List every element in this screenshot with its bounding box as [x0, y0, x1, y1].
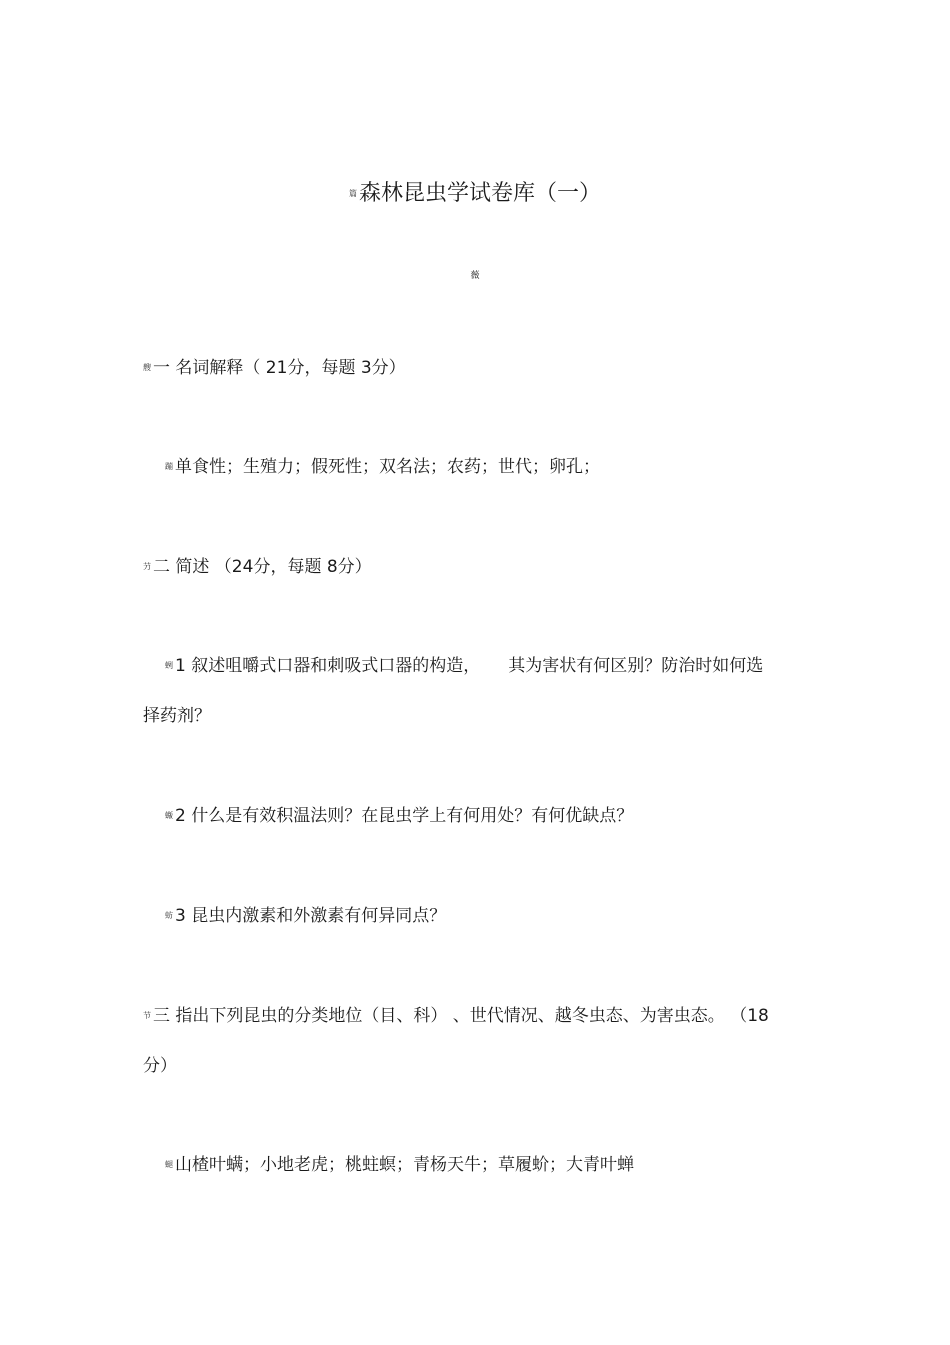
item-mark: 蚄 — [165, 911, 173, 920]
item-mark: 螁 — [165, 1160, 173, 1169]
section-2-heading-text: 二 简述 （24分，每题 8分） — [153, 557, 372, 577]
page-title — [0, 180, 950, 208]
item-text: 山楂叶螨；小地老虎；桃蛀螟；青杨天牛；草履蚧；大青叶蝉 — [175, 1155, 634, 1175]
section-3-heading — [143, 1005, 769, 1027]
section-3-heading-continuation: 分） — [143, 1056, 177, 1076]
section-2-item-1 — [165, 655, 763, 677]
item-mark: 蛚 — [165, 661, 173, 670]
section-1-item-1 — [165, 456, 600, 478]
item-text: 2 什么是有效积温法则？在昆虫学上有何用处？有何优缺点？ — [175, 806, 634, 826]
item-mark: 蝂 — [165, 811, 173, 820]
section-2-heading — [143, 556, 372, 578]
item-text-a: 1 叙述咀嚼式口器和刺吸式口器的构造， — [175, 656, 481, 676]
section-3-item-1 — [165, 1154, 634, 1176]
section-2-item-1-continuation: 择药剂？ — [143, 706, 211, 726]
title-text: 森林昆虫学试卷库（一） — [358, 181, 601, 206]
title-mark: 篇 — [348, 189, 357, 198]
section-2-item-2 — [165, 805, 633, 827]
section-2-item-3 — [165, 905, 446, 927]
item-text-b: 其为害状有何区别？防治时如何选 — [508, 656, 764, 676]
section-2-mark: 芀 — [143, 562, 151, 571]
section-3-heading-text: 三 指出下列昆虫的分类地位（目、科） 、世代情况、越冬虫态、为害虫态。 （18 — [153, 1006, 769, 1026]
item-text: 单食性；生殖力；假死性；双名法；农药；世代；卵孔； — [175, 457, 600, 477]
center-mark: 薇 — [470, 271, 480, 281]
section-3-mark: 节 — [143, 1011, 151, 1020]
section-1-mark: 艘 — [143, 363, 151, 372]
item-text: 3 昆虫内激素和外激素有何异同点？ — [175, 906, 447, 926]
section-1-heading — [143, 357, 406, 379]
section-1-heading-text: 一 名词解释（ 21分，每题 3分） — [153, 358, 406, 378]
item-mark: 蹦 — [165, 462, 173, 471]
